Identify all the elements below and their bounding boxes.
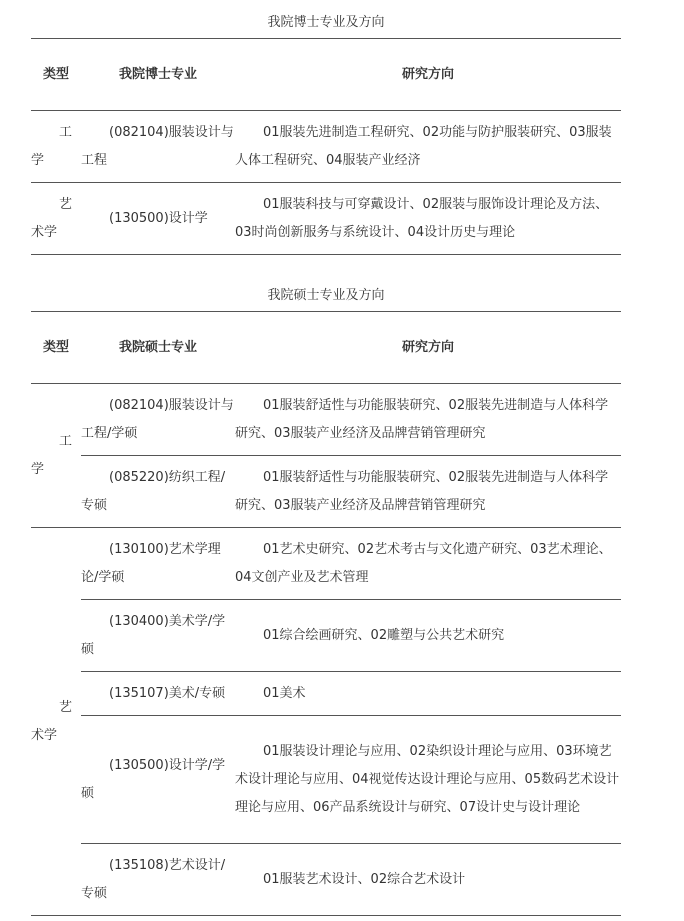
type-cell: 工学 (31, 111, 81, 183)
major-cell: (082104)服装设计与工程 (81, 111, 235, 183)
direction-cell: 01服装先进制造工程研究、02功能与防护服装研究、03服装人体工程研究、04服装产业经济 (235, 111, 621, 183)
direction-header: 研究方向 (235, 39, 621, 111)
direction-cell: 01服装艺术设计、02综合艺术设计 (235, 844, 621, 916)
major-cell: (130100)艺术学理论/学硕 (81, 528, 235, 600)
table-header-row (31, 39, 621, 111)
major-cell: (085220)纺织工程/专硕 (81, 456, 235, 528)
direction-cell: 01服装舒适性与功能服装研究、02服装先进制造与人体科学研究、03服装产业经济及品牌营销管理研究 (235, 384, 621, 456)
type-header: 类型 (31, 39, 81, 111)
table-header-row (31, 312, 621, 384)
table-row (31, 384, 621, 456)
direction-cell: 01服装设计理论与应用、02染织设计理论与应用、03环境艺术设计理论与应用、04视觉传达设计理论与应用、05数码艺术设计理论与应用、06产品系统设计与研究、07设计史与设计理论 (235, 716, 621, 844)
major-cell: (082104)服装设计与工程/学硕 (81, 384, 235, 456)
doctoral-table (31, 38, 621, 255)
doctoral-table-title: 我院博士专业及方向 (267, 15, 385, 30)
table-row (31, 111, 621, 183)
direction-header: 研究方向 (235, 312, 621, 384)
table-row (31, 528, 621, 600)
direction-cell: 01美术 (235, 672, 621, 716)
table-row (31, 844, 621, 916)
major-header: 我院博士专业 (81, 39, 235, 111)
type-cell: 工学 (31, 384, 81, 528)
major-cell: (130500)设计学 (81, 183, 235, 255)
major-cell: (135108)艺术设计/专硕 (81, 844, 235, 916)
major-cell: (130400)美术学/学硕 (81, 600, 235, 672)
table-row (31, 716, 621, 844)
type-cell: 艺术学 (31, 183, 81, 255)
direction-cell: 01艺术史研究、02艺术考古与文化遗产研究、03艺术理论、04文创产业及艺术管理 (235, 528, 621, 600)
major-cell: (135107)美术/专硕 (81, 672, 235, 716)
direction-cell: 01服装科技与可穿戴设计、02服装与服饰设计理论及方法、03时尚创新服务与系统设计、04设计历史与理论 (235, 183, 621, 255)
table-row (31, 183, 621, 255)
masters-table (31, 311, 621, 916)
table-row (31, 600, 621, 672)
table-row (31, 456, 621, 528)
type-header: 类型 (31, 312, 81, 384)
masters-table-title: 我院硕士专业及方向 (267, 288, 385, 303)
direction-cell: 01综合绘画研究、02雕塑与公共艺术研究 (235, 600, 621, 672)
direction-cell: 01服装舒适性与功能服装研究、02服装先进制造与人体科学研究、03服装产业经济及品牌营销管理研究 (235, 456, 621, 528)
table-row (31, 672, 621, 716)
major-header: 我院硕士专业 (81, 312, 235, 384)
major-cell: (130500)设计学/学硕 (81, 716, 235, 844)
type-cell: 艺术学 (31, 528, 81, 916)
